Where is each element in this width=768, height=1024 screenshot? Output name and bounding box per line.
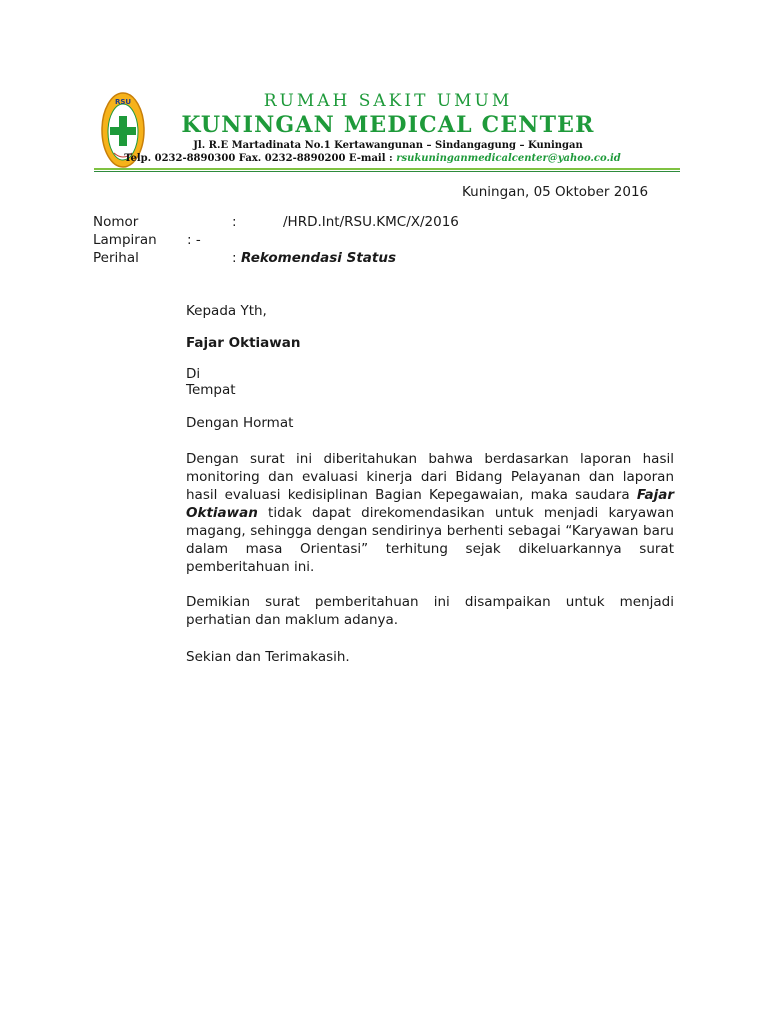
closing: Sekian dan Terimakasih.: [186, 649, 350, 665]
svg-text:RSU: RSU: [114, 98, 132, 106]
nomor-label: Nomor: [93, 214, 139, 230]
recipient-di: Di: [186, 366, 201, 382]
hospital-type: RUMAH SAKIT UMUM: [263, 91, 513, 111]
recipient-name: Fajar Oktiawan: [186, 335, 301, 351]
body-paragraph-2: Demikian surat pemberitahuan ini disampaikan untuk menjadi perhatian dan maklum adanya.: [186, 594, 674, 628]
hospital-name: KUNINGAN MEDICAL CENTER: [181, 112, 595, 138]
letter-date: Kuningan, 05 Oktober 2016: [462, 184, 649, 200]
perihal-value: Rekomendasi Status: [241, 250, 397, 266]
nomor-separator: :: [232, 214, 237, 230]
hospital-address: Jl. R.E Martadinata No.1 Kertawangunan – Sindangagung – Kuningan: [193, 140, 583, 151]
p1-employee-name: Fajar Oktiawan: [186, 487, 674, 521]
perihal-label: Perihal: [93, 250, 139, 266]
header-divider-bottom: [94, 171, 680, 172]
lampiran-value: : -: [187, 232, 201, 248]
perihal-separator: :: [232, 250, 237, 266]
recipient-place: Tempat: [186, 382, 236, 398]
body-paragraph-1: [186, 450, 674, 576]
hospital-contact: [100, 153, 645, 164]
header-divider-top: [94, 168, 680, 170]
salutation: Dengan Hormat: [186, 415, 294, 431]
p1-text-before: Dengan surat ini diberitahukan bahwa berdasarkan laporan hasil monitoring dan evaluasi kinerja dari Bidang Pelayanan dan laporan hasil evaluasi kedisiplinan Bagian Kepegawaian, maka saudara: [186, 451, 674, 503]
contact-email: rsukuninganmedicalcenter@yahoo.co.id: [396, 153, 621, 164]
p1-text-after: tidak dapat direkomendasikan untuk menjadi karyawan magang, sehingga dengan sendirinya berhenti sebagai “Karyawan baru dalam masa Orientasi” terhitung sejak dikeluarkannya surat pemberitahuan ini.: [186, 505, 674, 575]
lampiran-label: Lampiran: [93, 232, 157, 248]
recipient-greeting: Kepada Yth,: [186, 303, 267, 319]
nomor-value: /HRD.Int/RSU.KMC/X/2016: [283, 214, 459, 230]
contact-phone-fax: Telp. 0232-8890300 Fax. 0232-8890200 E-mail :: [124, 153, 397, 164]
